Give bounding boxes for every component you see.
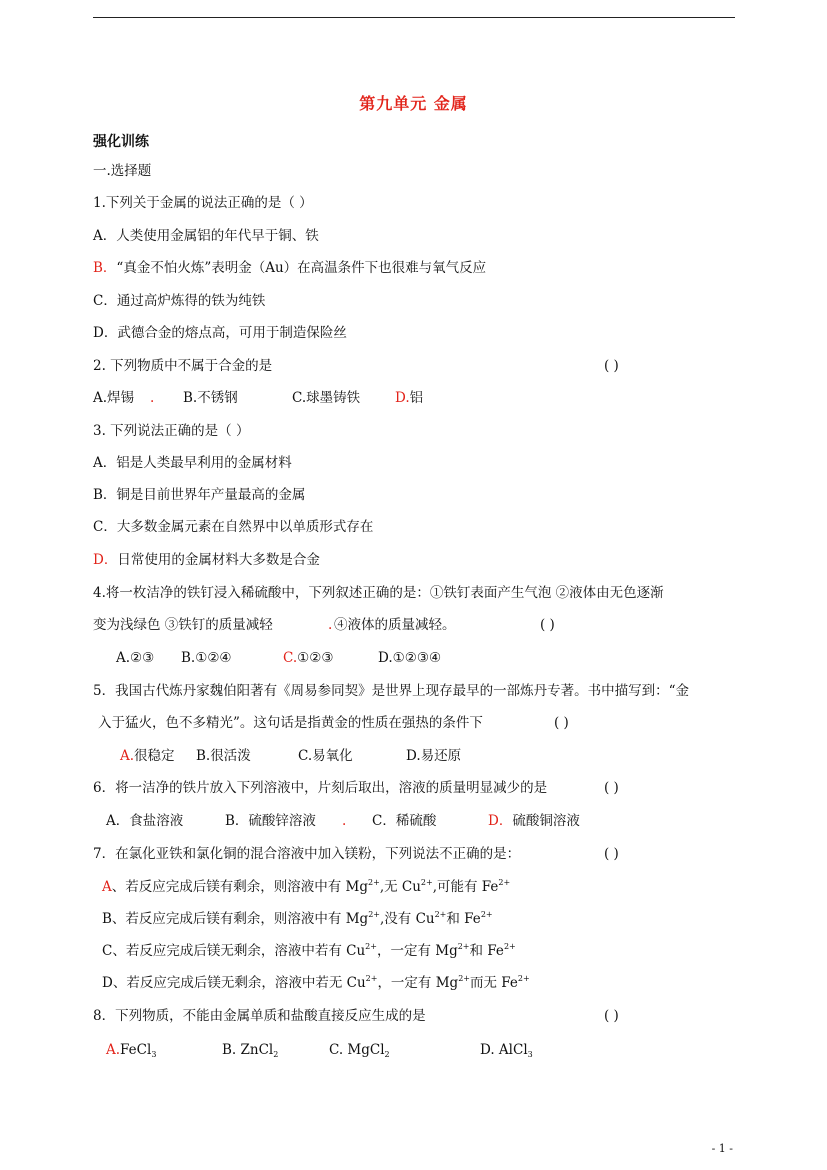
q7-option-d	[102, 974, 530, 992]
charge-superscript: 2+	[517, 974, 530, 983]
q2-option-d-text: 铝	[409, 390, 424, 406]
charge-superscript: 2+	[480, 910, 493, 919]
q8-option-d	[480, 1041, 533, 1059]
q7-stem: 7．在氯化亚铁和氯化铜的混合溶液中加入镁粉，下列说法不正确的是：	[93, 846, 521, 862]
q2-option-d	[395, 389, 423, 407]
q4-option-b: B.①②④	[181, 650, 232, 666]
q7-option-b-text2: ,没有 Cu	[379, 911, 435, 927]
q8-option-c-text: C. MgCl	[329, 1042, 385, 1058]
q2-option-c: C.球墨铸铁	[292, 390, 361, 406]
q5-option-b: B.很活泼	[196, 748, 251, 764]
q4-option-c-label: C.	[283, 650, 298, 666]
q7-option-b	[102, 910, 493, 928]
q4-option-c-text: ①②③	[297, 650, 334, 666]
q8-option-c	[329, 1041, 390, 1059]
q2-stem: 2. 下列物质中不属于合金的是	[93, 358, 273, 374]
q1-option-c: C．通过高炉炼得的铁为纯铁	[93, 293, 266, 309]
q2-option-a: A.焊锡	[93, 390, 135, 406]
q8-option-d-subscript: 3	[527, 1050, 533, 1059]
q7-option-a	[102, 878, 510, 896]
q7-answer-paren: ( )	[604, 846, 619, 862]
q8-option-b	[222, 1041, 278, 1059]
q6-option-d-label: D．	[488, 813, 513, 829]
q7-option-d-text1: D、若反应完成后镁无剩余，溶液中若无 Cu	[102, 975, 366, 991]
q7-option-c-text1: C、若反应完成后镁无剩余，溶液中若有 Cu	[102, 943, 366, 959]
q4-stem-line1: 4.将一枚洁净的铁钉浸入稀硫酸中，下列叙述正确的是：①铁钉表面产生气泡 ②液体由无色逐渐	[93, 585, 664, 601]
q8-option-d-text: D. AlCl	[480, 1042, 528, 1058]
q3-option-c: C．大多数金属元素在自然界中以单质形式存在	[93, 519, 374, 535]
q6-stem: 6．将一洁净的铁片放入下列溶液中，片刻后取出，溶液的质量明显减少的是	[93, 780, 548, 796]
q7-option-a-text2: ,无 Cu	[379, 879, 421, 895]
charge-superscript: 2+	[368, 878, 380, 887]
q3-stem: 3. 下列说法正确的是（ ）	[93, 423, 250, 439]
charge-superscript: 2+	[503, 942, 516, 951]
q2-mark-dot: .	[150, 390, 155, 406]
q4-answer-paren: ( )	[540, 617, 555, 633]
q5-option-a	[120, 747, 175, 765]
page-title: 第九单元 金属	[359, 94, 468, 113]
q1-stem: 1.下列关于金属的说法正确的是（ ）	[93, 195, 313, 211]
q5-stem-line2: 入于猛火，色不多精光”。这句话是指黄金的性质在强热的条件下	[98, 715, 483, 731]
header-rule	[93, 17, 735, 18]
charge-superscript: 2+	[498, 878, 511, 887]
q6-answer-paren: ( )	[604, 780, 619, 796]
q8-option-b-text: B. ZnCl	[222, 1042, 274, 1058]
q5-option-d: D.易还原	[406, 748, 462, 764]
q6-option-d	[488, 812, 580, 830]
q8-stem: 8．下列物质，不能由金属单质和盐酸直接反应生成的是	[93, 1008, 426, 1024]
q4-stem-line2a: 变为浅绿色 ③铁钉的质量减轻	[93, 617, 273, 633]
q7-option-c	[102, 942, 516, 960]
section-heading: 强化训练	[93, 134, 149, 150]
q7-option-a-label: A	[102, 879, 112, 895]
charge-superscript: 2+	[434, 910, 447, 919]
q6-option-a: A．食盐溶液	[106, 813, 184, 829]
q7-option-d-text2: ，一定有 Mg	[377, 975, 459, 991]
part-heading: 一.选择题	[93, 163, 152, 179]
q5-option-a-text: 很稳定	[134, 748, 175, 764]
q3-option-a: A．铝是人类最早利用的金属材料	[93, 455, 292, 471]
q1-option-d: D．武德合金的熔点高，可用于制造保险丝	[93, 325, 347, 341]
page-number: - 1 -	[711, 1142, 733, 1155]
q1-option-b-text: “真金不怕火炼”表明金（Au）在高温条件下也很难与氧气反应	[116, 260, 487, 276]
q5-stem-line1: 5．我国古代炼丹家魏伯阳著有《周易参同契》是世界上现存最早的一部炼丹专著。书中描写到：“金	[93, 683, 689, 699]
q8-option-a-subscript: 3	[151, 1050, 157, 1059]
q5-option-a-label: A.	[120, 748, 135, 764]
q7-option-a-text3: ,可能有 Fe	[432, 879, 499, 895]
q3-option-d	[93, 551, 320, 569]
q2-option-d-label: D.	[395, 390, 410, 406]
q4-stem-line2b: ④液体的质量减轻。	[334, 617, 456, 633]
charge-superscript: 2+	[365, 974, 378, 983]
q6-mark-dot: .	[342, 813, 347, 829]
q7-option-c-text3: 和 Fe	[469, 943, 504, 959]
q8-answer-paren: ( )	[604, 1008, 619, 1024]
q6-option-d-text: 硫酸铜溶液	[512, 813, 580, 829]
q7-option-d-text3: 而无 Fe	[470, 975, 518, 991]
charge-superscript: 2+	[420, 878, 433, 887]
charge-superscript: 2+	[365, 942, 377, 951]
q7-option-b-text3: 和 Fe	[446, 911, 481, 927]
q7-option-b-text1: B、若反应完成后镁有剩余，则溶液中有 Mg	[102, 911, 369, 927]
q4-option-d: D.①②③④	[378, 650, 442, 666]
charge-superscript: 2+	[368, 910, 380, 919]
q4-option-c	[283, 649, 333, 667]
q6-option-b: B．硫酸锌溶液	[225, 813, 316, 829]
q8-option-b-subscript: 2	[273, 1050, 279, 1059]
q3-option-d-label: D．	[93, 552, 118, 568]
q5-answer-paren: ( )	[554, 715, 569, 731]
charge-superscript: 2+	[458, 974, 470, 983]
charge-superscript: 2+	[457, 942, 470, 951]
q1-option-b	[93, 259, 486, 277]
q7-option-c-text2: ，一定有 Mg	[376, 943, 458, 959]
q4-mark-dot: .	[328, 617, 333, 633]
q8-option-c-subscript: 2	[384, 1050, 390, 1059]
q3-option-b: B．铜是目前世界年产量最高的金属	[93, 487, 306, 503]
q8-option-a-text: FeCl	[120, 1042, 152, 1058]
q5-option-c: C.易氧化	[298, 748, 353, 764]
q1-option-b-label: B．	[93, 260, 117, 276]
q4-option-a: A.②③	[116, 650, 155, 666]
q8-option-a-label: A.	[106, 1042, 121, 1058]
q7-option-a-text1: 、若反应完成后镁有剩余，则溶液中有 Mg	[111, 879, 369, 895]
q2-option-b: B.不锈钢	[183, 390, 238, 406]
q8-option-a	[106, 1041, 156, 1059]
q1-option-a: A．人类使用金属铝的年代早于铜、铁	[93, 228, 319, 244]
q3-option-d-text: 日常使用的金属材料大多数是合金	[117, 552, 320, 568]
q6-option-c: C．稀硫酸	[372, 813, 437, 829]
q2-answer-paren: ( )	[604, 358, 619, 374]
